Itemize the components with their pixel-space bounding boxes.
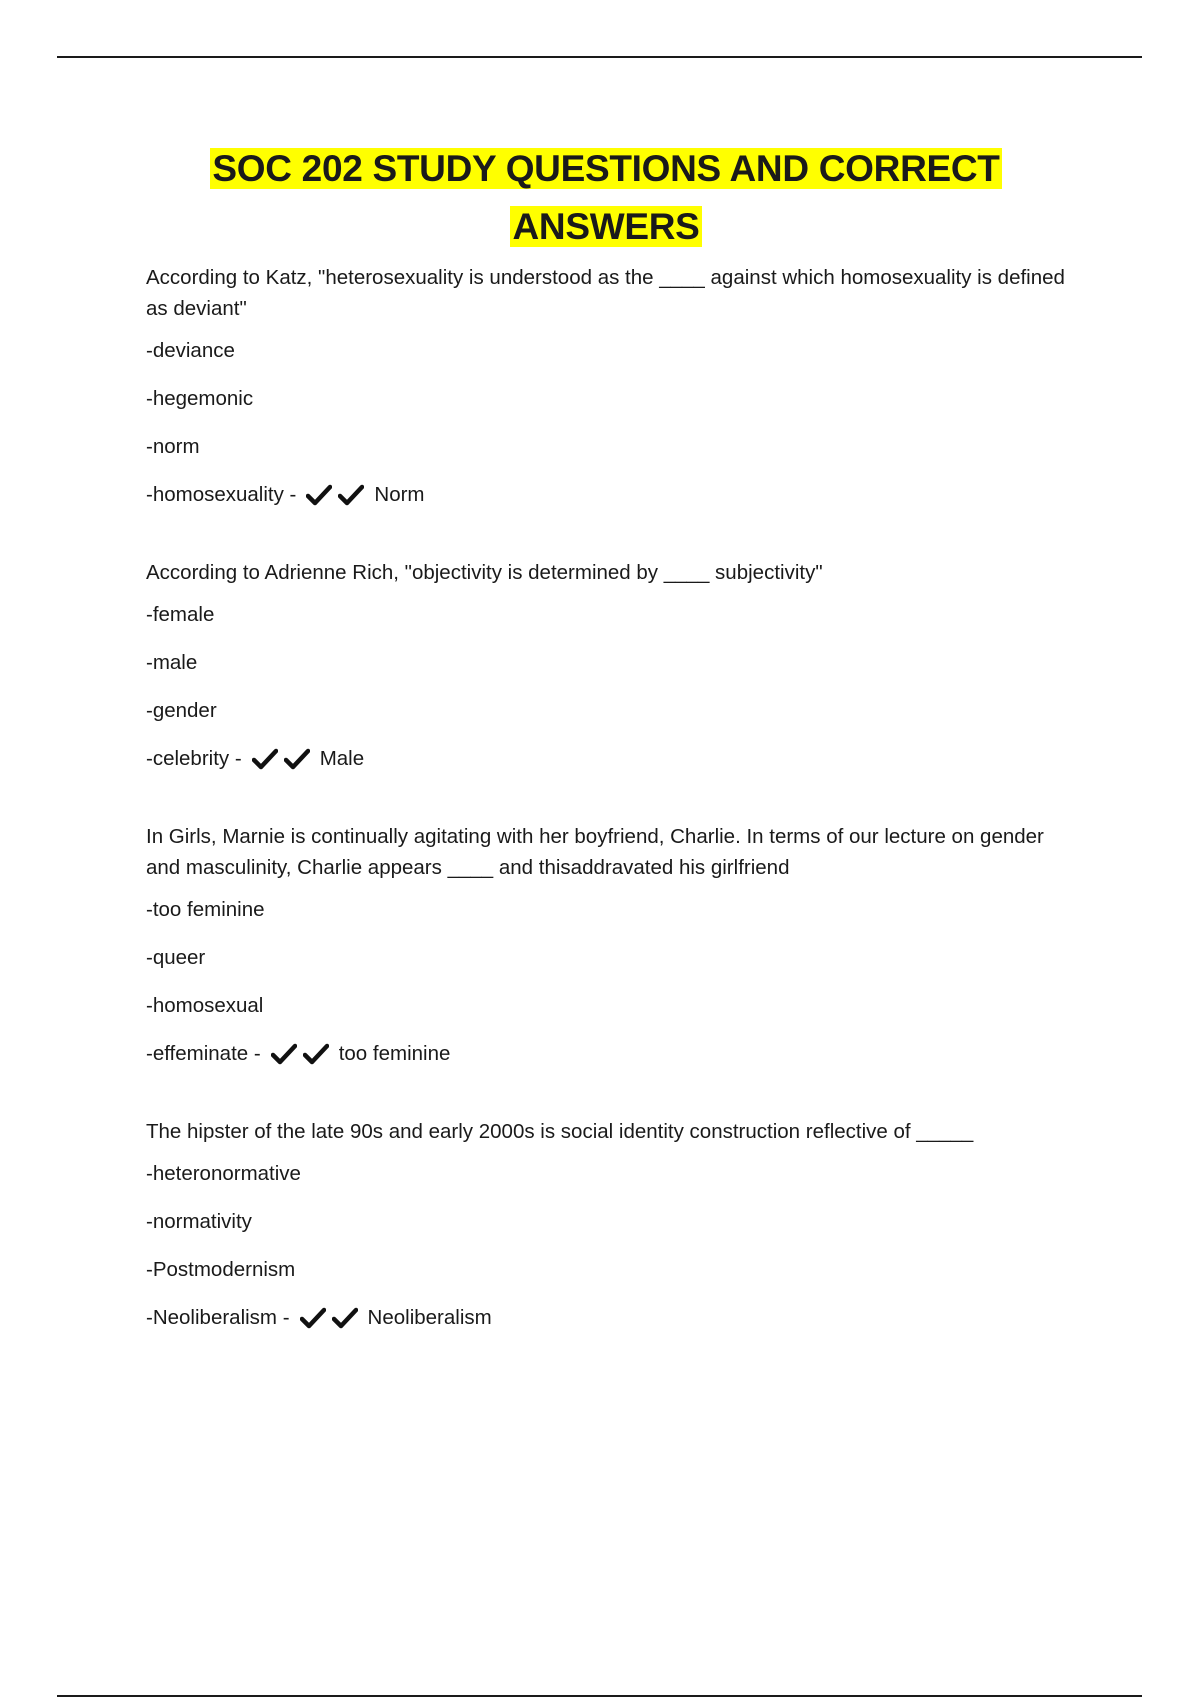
option: -Postmodernism bbox=[146, 1258, 296, 1281]
correct-answer: too feminine bbox=[338, 1042, 451, 1065]
document-body bbox=[146, 140, 1066, 1380]
option: -female bbox=[146, 603, 215, 626]
option: -Neoliberalism - bbox=[146, 1306, 290, 1329]
correct-answer: Neoliberalism bbox=[367, 1306, 492, 1329]
check-icon bbox=[332, 1307, 358, 1329]
option: -norm bbox=[146, 435, 200, 458]
correct-answer: Norm bbox=[374, 483, 425, 506]
question-3 bbox=[146, 821, 1066, 1068]
option-with-answer bbox=[146, 481, 1066, 509]
option: -male bbox=[146, 651, 198, 674]
option: -too feminine bbox=[146, 898, 265, 921]
option-with-answer bbox=[146, 1304, 1066, 1332]
option: -homosexual bbox=[146, 994, 264, 1017]
question-text: The hipster of the late 90s and early 2000s is social identity construction reflective of _____ bbox=[146, 1120, 974, 1143]
question-4 bbox=[146, 1116, 1066, 1332]
option: -queer bbox=[146, 946, 206, 969]
option: -deviance bbox=[146, 339, 235, 362]
check-icon bbox=[252, 748, 278, 770]
double-check-icon bbox=[271, 1043, 335, 1065]
option: -homosexuality - bbox=[146, 483, 297, 506]
check-icon bbox=[303, 1043, 329, 1065]
double-check-icon bbox=[252, 748, 316, 770]
option-with-answer bbox=[146, 745, 1066, 773]
double-check-icon bbox=[300, 1307, 364, 1329]
option: -celebrity - bbox=[146, 747, 242, 770]
question-text: According to Adrienne Rich, "objectivity is determined by ____ subjectivity" bbox=[146, 561, 823, 584]
option: -effeminate - bbox=[146, 1042, 261, 1065]
bottom-rule bbox=[57, 1695, 1142, 1697]
option: -hegemonic bbox=[146, 387, 254, 410]
check-icon bbox=[284, 748, 310, 770]
option: -gender bbox=[146, 699, 217, 722]
question-text: In Girls, Marnie is continually agitating with her boyfriend, Charlie. In terms of our lecture on gender and masculinity, Charlie appears ____ and thisaddravated his girlfriend bbox=[146, 825, 1044, 879]
check-icon bbox=[300, 1307, 326, 1329]
option: -heteronormative bbox=[146, 1162, 301, 1185]
option: -normativity bbox=[146, 1210, 252, 1233]
question-1 bbox=[146, 262, 1066, 509]
top-rule bbox=[57, 56, 1142, 58]
document-title: SOC 202 STUDY QUESTIONS AND CORRECT ANSWERS bbox=[212, 148, 1000, 247]
question-2 bbox=[146, 557, 1066, 773]
double-check-icon bbox=[306, 484, 370, 506]
correct-answer: Male bbox=[319, 747, 365, 770]
option-with-answer bbox=[146, 1040, 1066, 1068]
check-icon bbox=[271, 1043, 297, 1065]
check-icon bbox=[306, 484, 332, 506]
check-icon bbox=[338, 484, 364, 506]
question-text: According to Katz, "heterosexuality is understood as the ____ against which homosexuality is defined as deviant" bbox=[146, 266, 1065, 320]
